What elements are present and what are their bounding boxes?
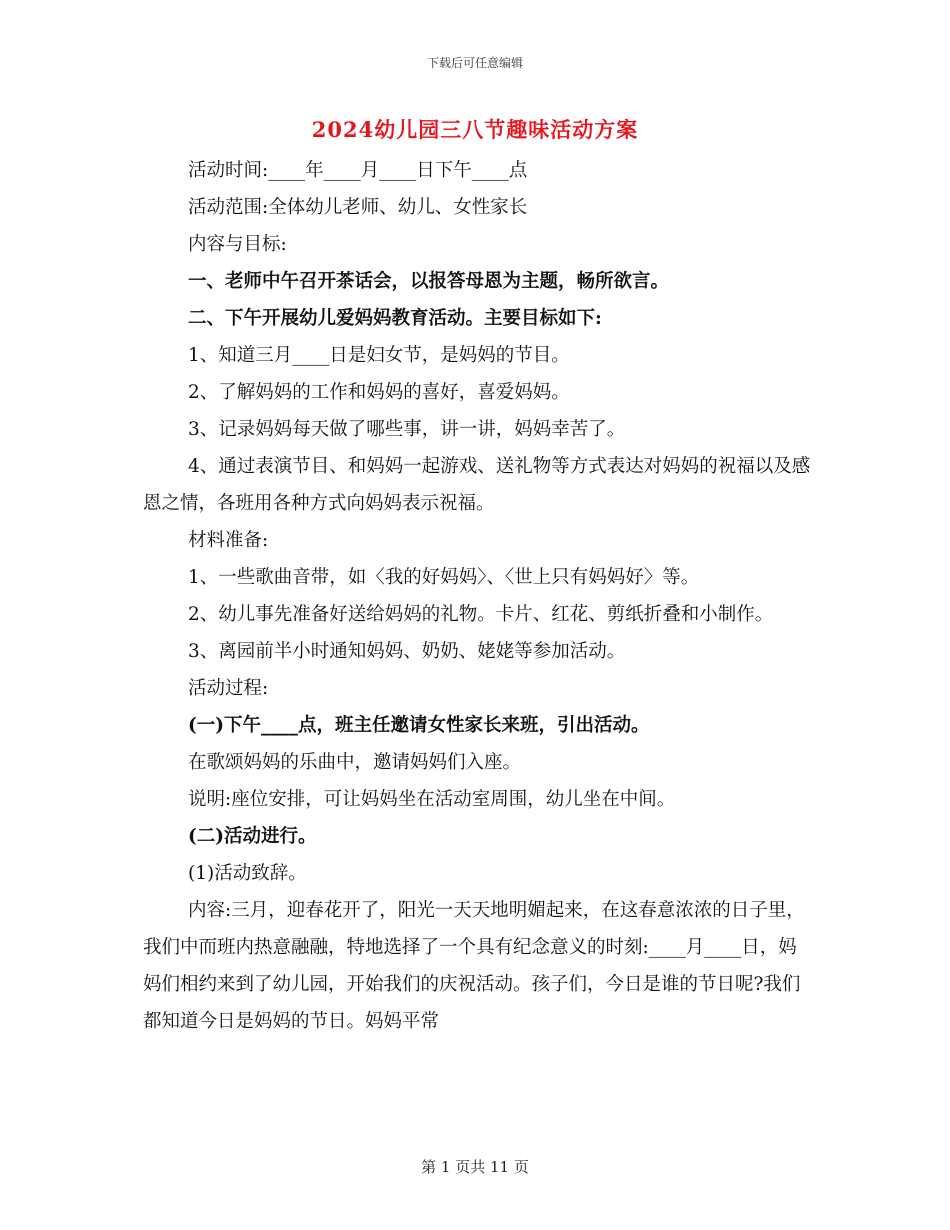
paragraph-material-1: 1、一些歌曲音带，如〈我的好妈妈〉、〈世上只有妈妈好〉等。 xyxy=(188,567,700,588)
paragraph-process-heading: 活动过程: xyxy=(188,678,269,699)
paragraph-goal-4: 4、通过表演节目、和妈妈一起游戏、送礼物等方式表达对妈妈的祝福以及感恩之情，各班用各种方式向妈妈表示祝福。 xyxy=(143,456,811,514)
paragraph-goal-1: 1、知道三月____日是妇女节，是妈妈的节目。 xyxy=(188,345,570,366)
paragraph-content-goals-heading: 内容与目标: xyxy=(188,234,287,255)
paragraph-activity-time: 活动时间:____年____月____日下午____点 xyxy=(188,160,528,181)
page-footer: 第 1 页共 11 页 xyxy=(421,1158,529,1176)
paragraph-seating-note: 说明:座位安排，可让妈妈坐在活动室周围，幼儿坐在中间。 xyxy=(188,789,676,810)
paragraph-invite-moms: 在歌颂妈妈的乐曲中，邀请妈妈们入座。 xyxy=(188,752,522,773)
paragraph-goal-2: 2、了解妈妈的工作和妈妈的喜好，喜爱妈妈。 xyxy=(188,382,570,403)
paragraph-goal-3: 3、记录妈妈每天做了哪些事，讲一讲，妈妈幸苦了。 xyxy=(188,419,626,440)
document-body xyxy=(143,152,813,1040)
document-title: 2024幼儿园三八节趣味活动方案 xyxy=(311,117,639,142)
paragraph-speech-content: 内容:三月，迎春花开了，阳光一天天地明媚起来，在这春意浓浓的日子里，我们中而班内热意融融，特地选择了一个具有纪念意义的时刻:____月____日，妈妈们相约来到了幼儿园，开始我们的庆祝活动。孩子们，今日是谁的节日呢?我们都知道今日是妈妈的节日。妈妈平常 xyxy=(143,900,805,1032)
paragraph-materials-heading: 材料准备: xyxy=(188,530,269,551)
paragraph-process-step-two: (二)活动进行。 xyxy=(188,826,317,847)
paragraph-section-one: 一、老师中午召开茶话会，以报答母恩为主题，畅所欲言。 xyxy=(188,271,670,292)
paragraph-material-2: 2、幼儿事先准备好送给妈妈的礼物。卡片、红花、剪纸折叠和小制作。 xyxy=(188,604,774,625)
paragraph-opening-speech: (1)活动致辞。 xyxy=(188,863,307,884)
header-note: 下载后可任意编辑 xyxy=(426,56,523,70)
paragraph-material-3: 3、离园前半小时通知妈妈、奶奶、姥姥等参加活动。 xyxy=(188,641,626,662)
paragraph-process-step-one: (一)下午____点，班主任邀请女性家长来班，引出活动。 xyxy=(188,715,650,736)
paragraph-section-two: 二、下午开展幼儿爱妈妈教育活动。主要目标如下: xyxy=(188,308,602,329)
paragraph-activity-scope: 活动范围:全体幼儿老师、幼儿、女性家长 xyxy=(188,197,528,218)
